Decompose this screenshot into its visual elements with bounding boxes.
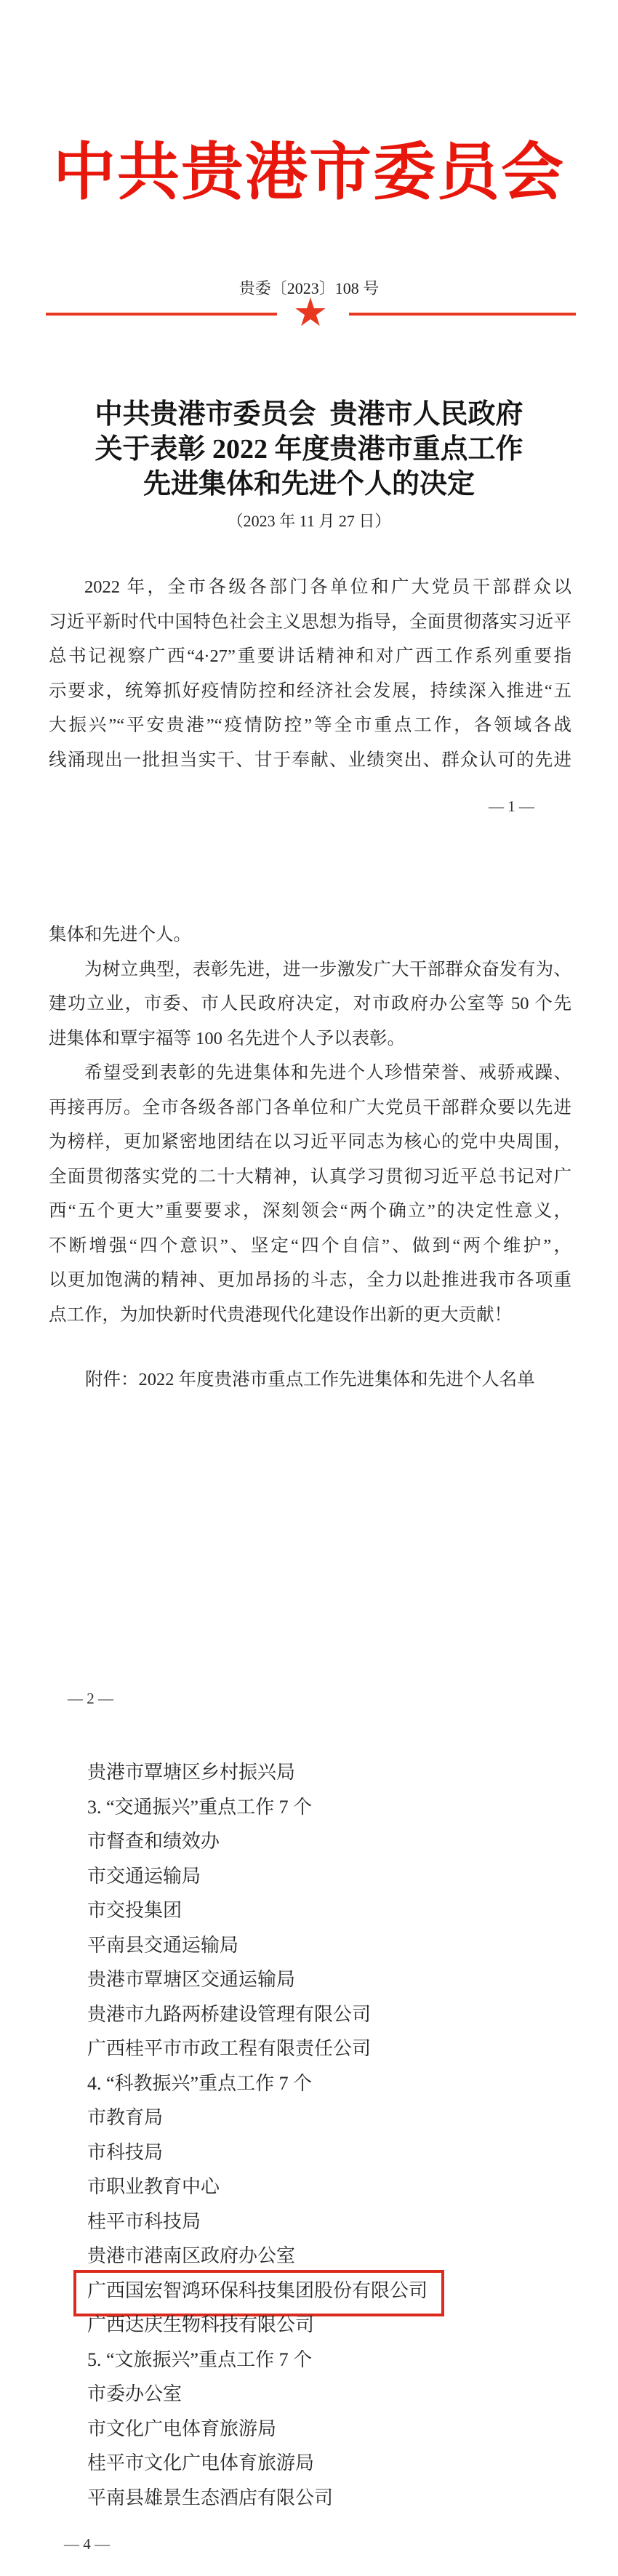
body-line: 建功立业，市委、市人民政府决定，对市政府办公室等 50 个先 <box>49 994 571 1014</box>
list-item: 市委办公室 <box>87 2383 182 2404</box>
issuing-org-title: 中共贵港市委员会 <box>53 137 565 207</box>
list-item: 桂平市文化广电体育旅游局 <box>87 2452 315 2473</box>
list-item: 贵港市九路两桥建设管理有限公司 <box>87 2003 372 2025</box>
body-line: 全面贯彻落实党的二十大精神，认真学习贯彻习近平总书记对广 <box>49 1166 571 1187</box>
list-section-header: 4. “科教振兴”重点工作 7 个 <box>87 2072 313 2094</box>
attachment-note: 附件：2022 年度贵港市重点工作先进集体和先进个人名单 <box>85 1370 535 1389</box>
list-item: 桂平市科技局 <box>87 2210 201 2232</box>
body-line: 希望受到表彰的先进集体和先进个人珍惜荣誉、戒骄戒躁、 <box>84 1063 571 1083</box>
document-number: 贵委〔2023〕108 号 <box>238 279 380 297</box>
document-date: （2023 年 11 月 27 日） <box>227 512 391 530</box>
body-line: 习近平新时代中国特色社会主义思想为指导，全面贯彻落实习近平 <box>49 611 571 632</box>
body-line: 进集体和覃宇福等 100 名先进个人予以表彰。 <box>49 1028 405 1048</box>
body-line: 总书记视察广西“4·27”重要讲话精神和对广西工作系列重要指 <box>49 646 571 666</box>
list-item: 广西达庆生物科技有限公司 <box>87 2314 315 2335</box>
list-item: 平南县雄景生态酒店有限公司 <box>87 2487 334 2508</box>
body-line: 大振兴”“平安贵港”“疫情防控”等全市重点工作，各领域各战 <box>49 715 571 735</box>
body-line: 示要求，统筹抓好疫情防控和经济社会发展，持续深入推进“五 <box>49 681 571 701</box>
body-line: 点工作，为加快新时代贵港现代化建设作出新的更大贡献！ <box>49 1304 512 1325</box>
list-item: 市教育局 <box>87 2107 164 2128</box>
list-item: 广西桂平市市政工程有限责任公司 <box>87 2038 372 2059</box>
body-line: 线涌现出一批担当实干、甘于奉献、业绩突出、群众认可的先进 <box>49 750 571 770</box>
body-line: 2022 年，全市各级各部门各单位和广大党员干部群众以 <box>84 577 571 597</box>
list-item: 市文化广电体育旅游局 <box>87 2417 277 2439</box>
page-number-1: — 1 — <box>489 798 534 815</box>
body-line: 西“五个更大”重要要求，深刻领会“两个确立”的决定性意义， <box>49 1201 571 1221</box>
title-line-3: 先进集体和先进个人的决定 <box>143 469 475 499</box>
body-line: 为树立典型，表彰先进，进一步激发广大干部群众奋发有为、 <box>84 959 571 979</box>
list-section-header: 5. “文旅振兴”重点工作 7 个 <box>87 2348 313 2370</box>
list-item-highlighted: 广西国宏智鸿环保科技集团股份有限公司 <box>87 2279 428 2301</box>
list-item: 平南县交通运输局 <box>87 1934 239 1956</box>
document-title <box>0 397 618 502</box>
page-number-4: — 4 — <box>64 2535 110 2553</box>
body-line: 集体和先进个人。 <box>49 925 191 944</box>
list-item: 贵港市覃塘区交通运输局 <box>87 1969 296 1990</box>
awardees-list <box>87 1755 574 2515</box>
list-item: 市交通运输局 <box>87 1865 201 1887</box>
list-item: 市督查和绩效办 <box>87 1831 220 1852</box>
red-divider-left <box>46 313 277 316</box>
red-divider-right <box>349 313 576 316</box>
title-line-2: 关于表彰 2022 年度贵港市重点工作 <box>95 434 523 465</box>
list-item: 市科技局 <box>87 2141 164 2163</box>
body-line: 再接再厉。全市各级各部门各单位和广大党员干部群众要以先进 <box>49 1097 571 1118</box>
list-item: 市交投集团 <box>87 1900 182 1921</box>
page2-body-text <box>49 918 571 1332</box>
list-item: 贵港市覃塘区乡村振兴局 <box>87 1762 296 1783</box>
body-line: 为榜样，更加紧密地团结在以习近平同志为核心的党中央周围， <box>49 1132 571 1152</box>
title-line-1: 中共贵港市委员会 贵港市人民政府 <box>95 399 523 430</box>
list-item: 贵港市港南区政府办公室 <box>87 2245 296 2266</box>
list-item: 市职业教育中心 <box>87 2176 220 2197</box>
body-line: 以更加饱满的精神、更加昂扬的斗志，全力以赴推进我市各项重 <box>49 1270 571 1290</box>
star-icon: ★ <box>292 289 329 335</box>
page1-body-text <box>49 570 571 777</box>
page-number-2: — 2 — <box>68 1690 113 1707</box>
body-line: 不断增强“四个意识”、坚定“四个自信”、做到“两个维护”， <box>49 1235 571 1256</box>
list-section-header: 3. “交通振兴”重点工作 7 个 <box>87 1796 313 1818</box>
